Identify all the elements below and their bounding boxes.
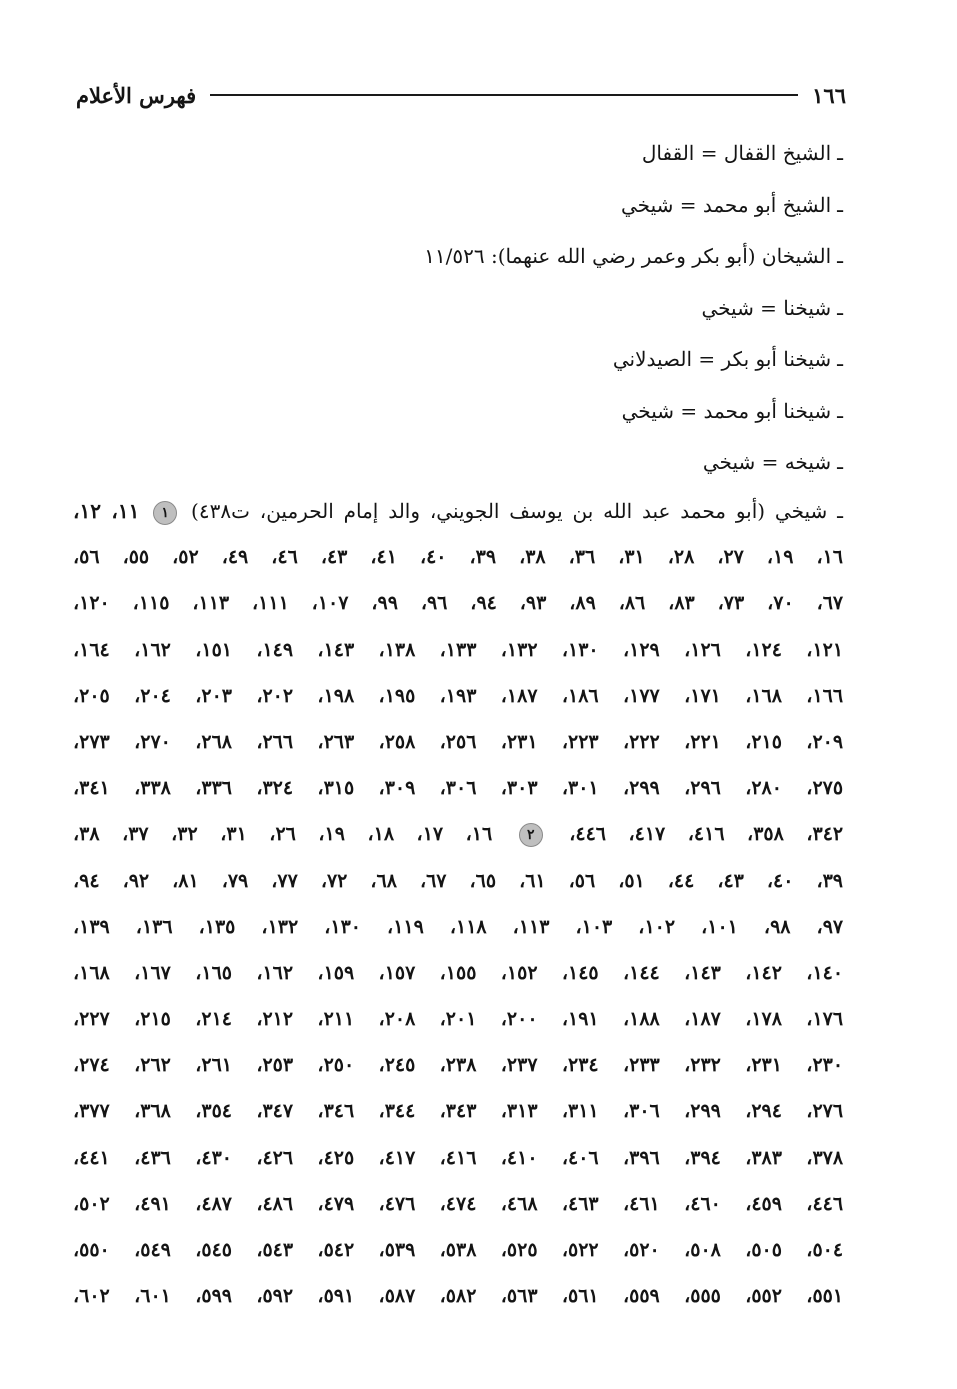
entry-text: شيخه = شيخي bbox=[702, 450, 832, 474]
shaykhi-heading: ـ شيخي (أبو محمد عبد الله بن يوسف الجويني، والد إمام الحرمين، ت٤٣٨) bbox=[191, 499, 843, 523]
entry-dash: ـ bbox=[837, 295, 843, 320]
page-refs-line: ٤٤٦، ٤٥٩، ٤٦٠، ٤٦١، ٤٦٣، ٤٦٨، ٤٧٤، ٤٧٦، ٤٧٩، ٤٨٦، ٤٨٧، ٤٩١، ٥٠٢، bbox=[73, 1192, 844, 1215]
shaykhi-entry bbox=[73, 491, 843, 1322]
index-entry bbox=[73, 389, 843, 441]
entry-dash: ـ bbox=[837, 141, 843, 165]
entry-text: الشيخ أبو محمد = شيخي bbox=[621, 192, 832, 217]
entry-dash: ـ bbox=[837, 398, 843, 423]
page-header bbox=[76, 78, 846, 112]
page-refs-line: ٦٧، ٧٠، ٧٣، ٨٣، ٨٦، ٨٩، ٩٣، ٩٤، ٩٦، ٩٩، ١٠٧، ١١١، ١١٣، ١١٥، ١٢٠، bbox=[73, 592, 844, 615]
entry-text: شيخنا أبو محمد = شيخي bbox=[621, 398, 832, 423]
shaykhi-line-1 bbox=[73, 491, 843, 537]
entry-dash: ـ bbox=[837, 450, 843, 474]
index-entry bbox=[73, 234, 843, 286]
page-refs: ١٦، ١٧، ١٨، ١٩، ٢٦، ٣١، ٣٢، ٣٧، ٣٨، bbox=[73, 823, 493, 846]
page-refs-line: ١٦، ١٩، ٢٧، ٢٨، ٣١، ٣٦، ٣٨، ٣٩، ٤٠، ٤١، ٤٣، ٤٦، ٤٩، ٥٢، ٥٥، ٥٦، bbox=[73, 546, 843, 569]
volume-2-badge: ٢ bbox=[519, 823, 543, 847]
page-refs-line: ١٦٦، ١٦٨، ١٧١، ١٧٧، ١٨٦، ١٨٧، ١٩٣، ١٩٥، ١٩٨، ٢٠٢، ٢٠٣، ٢٠٤، ٢٠٥، bbox=[73, 684, 844, 707]
page-refs-line: ٥٥١، ٥٥٢، ٥٥٥، ٥٥٩، ٥٦١، ٥٦٣، ٥٨٢، ٥٨٧، ٥٩١، ٥٩٢، ٥٩٩، ٦٠١، ٦٠٢، bbox=[73, 1285, 844, 1308]
entry-dash: ـ bbox=[837, 244, 843, 268]
entry-text: الشيخ القفال = القفال bbox=[641, 141, 832, 165]
entry-dash: ـ bbox=[837, 192, 843, 217]
index-entry bbox=[73, 440, 843, 492]
index-entry bbox=[73, 131, 843, 183]
entry-text: شيخنا = شيخي bbox=[701, 295, 832, 320]
index-entry bbox=[73, 183, 843, 235]
page-refs-line: ١٧٦، ١٧٨، ١٨٧، ١٨٨، ١٩١، ٢٠٠، ٢٠١، ٢٠٨، ٢١١، ٢١٢، ٢١٤، ٢١٥، ٢٢٧، bbox=[73, 1008, 844, 1031]
page-refs: ١١، ١٢، bbox=[73, 499, 140, 523]
page-refs-line-with-badge bbox=[73, 814, 843, 860]
entry-dash: ـ bbox=[837, 347, 843, 371]
page-number: ١٦٦ bbox=[812, 82, 846, 108]
page-refs-line: ٩٧، ٩٨، ١٠١، ١٠٢، ١٠٣، ١١٣، ١١٨، ١١٩، ١٣٠، ١٣٢، ١٣٥، ١٣٦، ١٣٩، bbox=[73, 915, 844, 938]
page-refs: ٣٤٢، ٣٥٨، ٤١٦، ٤١٧، ٤٤٦، bbox=[569, 823, 844, 846]
page-refs-line: ٢٠٩، ٢١٥، ٢٢١، ٢٢٢، ٢٢٣، ٢٣١، ٢٥٦، ٢٥٨، ٢٦٣، ٢٦٦، ٢٦٨، ٢٧٠، ٢٧٣، bbox=[73, 730, 844, 753]
page-refs-line: ٢٧٥، ٢٨٠، ٢٩٦، ٢٩٩، ٣٠١، ٣٠٣، ٣٠٦، ٣٠٩، ٣١٥، ٣٢٤، ٣٣٦، ٣٣٨، ٣٤١، bbox=[73, 777, 844, 800]
page-refs-line: ٥٠٤، ٥٠٥، ٥٠٨، ٥٢٠، ٥٢٢، ٥٢٥، ٥٣٨، ٥٣٩، ٥٤٢، ٥٤٣، ٥٤٥، ٥٤٩، ٥٥٠، bbox=[73, 1239, 844, 1261]
entry-text: الشيخان (أبو بكر وعمر رضي الله عنهما): ١١/٥٢٦ bbox=[424, 244, 832, 268]
page-refs-line: ٣٧٨، ٣٨٣، ٣٩٤، ٣٩٦، ٤٠٦، ٤١٠، ٤١٦، ٤١٧، ٤٢٥، ٤٢٦، ٤٣٠، ٤٣٦، ٤٤١، bbox=[73, 1146, 844, 1169]
index-entries bbox=[73, 131, 843, 492]
index-entry bbox=[73, 337, 843, 389]
header-rule bbox=[210, 94, 798, 96]
page-refs-line: ٢٣٠، ٢٣١، ٢٣٢، ٢٣٣، ٢٣٤، ٢٣٧، ٢٣٨، ٢٤٥، ٢٥٠، ٢٥٣، ٢٦١، ٢٦٢، ٢٧٤، bbox=[73, 1054, 844, 1077]
entry-text: شيخنا أبو بكر = الصيدلاني bbox=[612, 347, 832, 371]
page-refs-line: ١٢١، ١٢٤، ١٢٦، ١٢٩، ١٣٠، ١٣٢، ١٣٣، ١٣٨، ١٤٣، ١٤٩، ١٥١، ١٦٢، ١٦٤، bbox=[73, 638, 844, 661]
running-title: فهرس الأعلام bbox=[76, 82, 197, 108]
page-refs-line: ١٤٠، ١٤٢، ١٤٣، ١٤٤، ١٤٥، ١٥٢، ١٥٥، ١٥٧، ١٥٩، ١٦٢، ١٦٥، ١٦٧، ١٦٨، bbox=[73, 961, 844, 984]
volume-1-badge: ١ bbox=[153, 501, 177, 525]
index-entry bbox=[73, 286, 843, 338]
page-refs-line: ٢٧٦، ٢٩٤، ٢٩٩، ٣٠٦، ٣١١، ٣١٣، ٣٤٣، ٣٤٤، ٣٤٦، ٣٤٧، ٣٥٤، ٣٦٨، ٣٧٧، bbox=[73, 1100, 844, 1123]
page-refs-line: ٣٩، ٤٠، ٤٣، ٤٤، ٥١، ٥٦، ٦١، ٦٥، ٦٧، ٦٨، ٧٢، ٧٧، ٧٩، ٨١، ٩٢، ٩٤، bbox=[73, 869, 843, 892]
